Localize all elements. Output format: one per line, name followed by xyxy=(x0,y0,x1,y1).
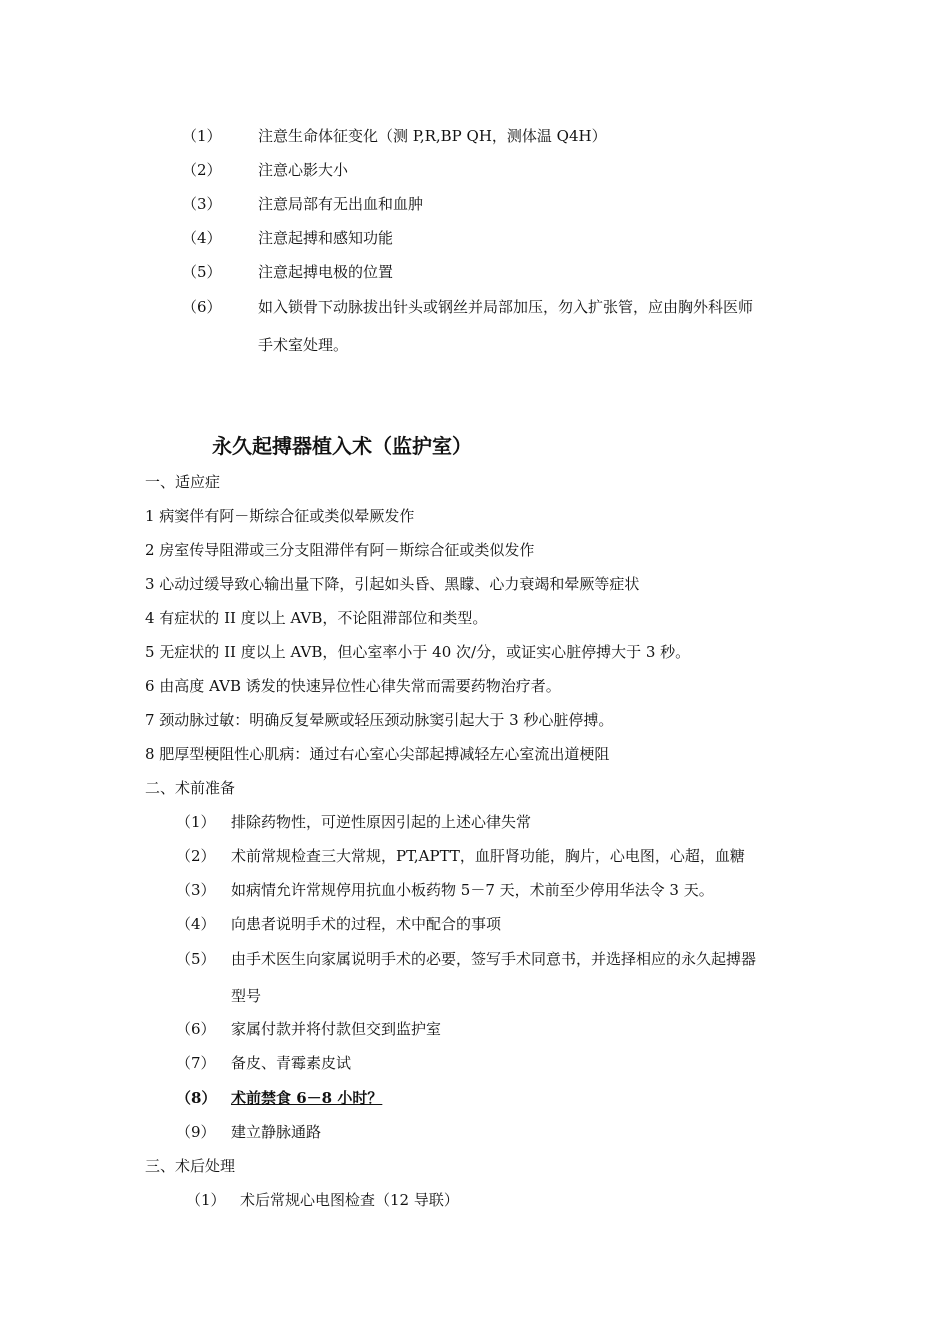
section-heading: 二、术前准备 xyxy=(145,779,236,797)
list-number: （7） xyxy=(176,1054,216,1072)
section-heading: 一、适应症 xyxy=(145,473,221,491)
list-item-emphasized: 术前禁食 6－8 小时？ xyxy=(231,1089,383,1107)
indication-item: 2 房室传导阻滞或三分支阻滞伴有阿－斯综合征或类似发作 xyxy=(145,541,535,559)
indication-item: 7 颈动脉过敏：明确反复晕厥或轻压颈动脉窦引起大于 3 秒心脏停搏。 xyxy=(145,711,614,729)
list-item: 注意起搏电极的位置 xyxy=(258,263,394,281)
indication-item: 6 由高度 AVB 诱发的快速异位性心律失常而需要药物治疗者。 xyxy=(145,677,561,695)
page-title: 永久起搏器植入术（监护室） xyxy=(212,434,472,458)
list-item: 如病情允许常规停用抗血小板药物 5－7 天，术前至少停用华法令 3 天。 xyxy=(231,881,714,899)
section-heading: 三、术后处理 xyxy=(145,1157,236,1175)
list-number: （4） xyxy=(182,229,222,247)
list-number: （6） xyxy=(182,298,222,316)
list-item: 由手术医生向家属说明手术的必要，签写手术同意书，并选择相应的永久起搏器 xyxy=(231,950,757,968)
list-number: （3） xyxy=(176,881,216,899)
indication-item: 4 有症状的 II 度以上 AVB，不论阻滞部位和类型。 xyxy=(145,609,488,627)
list-number: （6） xyxy=(176,1020,216,1038)
list-item: 向患者说明手术的过程，术中配合的事项 xyxy=(231,915,502,933)
list-item: 注意局部有无出血和血肿 xyxy=(258,195,424,213)
list-number: （8） xyxy=(176,1089,217,1107)
list-item: 建立静脉通路 xyxy=(231,1123,322,1141)
list-item: 术后常规心电图检查（12 导联） xyxy=(240,1191,459,1209)
list-number: （5） xyxy=(176,950,216,968)
list-item-continuation: 型号 xyxy=(231,987,262,1005)
list-number: （2） xyxy=(182,161,222,179)
list-number: （4） xyxy=(176,915,216,933)
list-item: 排除药物性，可逆性原因引起的上述心律失常 xyxy=(231,813,532,831)
list-number: （1） xyxy=(176,813,216,831)
indication-item: 3 心动过缓导致心输出量下降，引起如头昏、黑矇、心力衰竭和晕厥等症状 xyxy=(145,575,640,593)
indication-item: 8 肥厚型梗阻性心肌病：通过右心室心尖部起搏减轻左心室流出道梗阻 xyxy=(145,745,610,763)
list-number: （1） xyxy=(186,1191,226,1209)
list-number: （5） xyxy=(182,263,222,281)
list-number: （2） xyxy=(176,847,216,865)
list-item: 备皮、青霉素皮试 xyxy=(231,1054,352,1072)
indication-item: 5 无症状的 II 度以上 AVB，但心室率小于 40 次/分，或证实心脏停搏大于 3 秒。 xyxy=(145,643,691,661)
list-item: 如入锁骨下动脉拔出针头或钢丝并局部加压，勿入扩张管，应由胸外科医师 xyxy=(258,298,754,316)
list-number: （1） xyxy=(182,127,222,145)
list-number: （9） xyxy=(176,1123,216,1141)
list-item: 家属付款并将付款但交到监护室 xyxy=(231,1020,442,1038)
indication-item: 1 病窦伴有阿－斯综合征或类似晕厥发作 xyxy=(145,507,415,525)
list-item: 注意生命体征变化（测 P,R,BP QH，测体温 Q4H） xyxy=(258,127,607,145)
list-item: 术前常规检查三大常规，PT,APTT，血肝肾功能，胸片，心电图，心超，血糖 xyxy=(231,847,745,865)
list-item-continuation: 手术室处理。 xyxy=(258,336,349,354)
list-item: 注意心影大小 xyxy=(258,161,349,179)
list-item: 注意起搏和感知功能 xyxy=(258,229,394,247)
list-number: （3） xyxy=(182,195,222,213)
